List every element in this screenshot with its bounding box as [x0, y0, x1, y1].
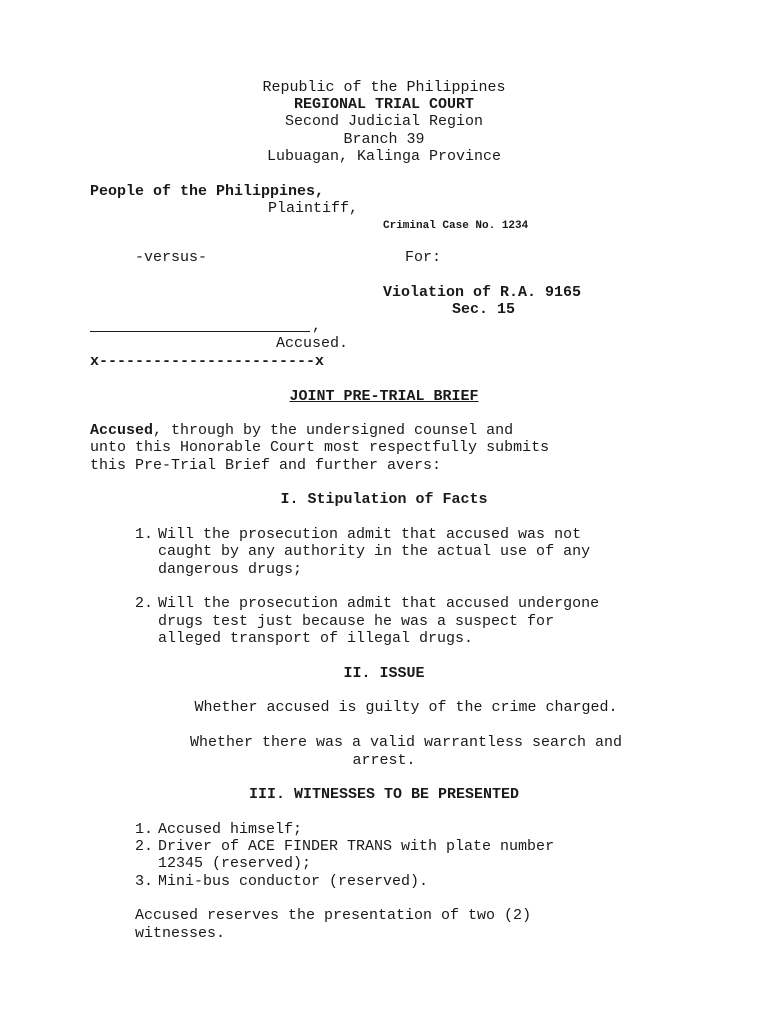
witness-2-number: 2. — [135, 838, 154, 855]
section-3-heading: III. WITNESSES TO BE PRESENTED — [248, 786, 520, 803]
case-number: Criminal Case No. 1234 — [383, 220, 529, 232]
issue-1: Whether accused is guilty of the crime charged. — [194, 699, 618, 716]
header-branch: Branch 39 — [343, 131, 425, 148]
intro-line-3: this Pre-Trial Brief and further avers: — [90, 457, 442, 474]
section-2-heading: II. ISSUE — [343, 665, 425, 682]
issue-2-line-1: Whether there was a valid warrantless search and — [189, 734, 623, 751]
document-title: JOINT PRE-TRIAL BRIEF — [289, 388, 479, 405]
caption-separator: x------------------------x — [90, 353, 325, 370]
reserve-line-1: Accused reserves the presentation of two (2) — [135, 907, 532, 924]
header-republic: Republic of the Philippines — [262, 79, 506, 96]
header-location: Lubuagan, Kalinga Province — [266, 148, 502, 165]
stipulation-1-line-2: caught by any authority in the actual use of any — [158, 543, 591, 560]
versus-label: -versus- — [135, 249, 208, 266]
accused-role: Accused. — [276, 335, 349, 352]
plaintiff-role: Plaintiff, — [268, 200, 359, 217]
violation-line-1: Violation of R.A. 9165 — [383, 284, 582, 301]
stipulation-1-number: 1. — [135, 526, 154, 543]
witness-1-text: Accused himself; — [158, 821, 303, 838]
stipulation-2-line-3: alleged transport of illegal drugs. — [158, 630, 474, 647]
intro-line-2: unto this Honorable Court most respectfully submits — [90, 439, 550, 456]
witness-2-line-1: Driver of ACE FINDER TRANS with plate number — [158, 838, 555, 855]
accused-comma: , — [312, 318, 322, 335]
header-court: REGIONAL TRIAL COURT — [293, 96, 475, 113]
violation-line-2: Sec. 15 — [452, 301, 516, 318]
intro-bold-word: Accused — [90, 422, 154, 439]
stipulation-2-line-1: Will the prosecution admit that accused undergone — [158, 595, 600, 612]
reserve-line-2: witnesses. — [135, 925, 226, 942]
header-region: Second Judicial Region — [284, 113, 484, 130]
witness-3-number: 3. — [135, 873, 154, 890]
witness-1-number: 1. — [135, 821, 154, 838]
section-1-heading: I. Stipulation of Facts — [280, 491, 488, 508]
intro-line-1 — [90, 422, 677, 439]
stipulation-1-line-3: dangerous drugs; — [158, 561, 303, 578]
for-label: For: — [405, 249, 442, 266]
stipulation-1-line-1: Will the prosecution admit that accused was not — [158, 526, 582, 543]
witness-3-text: Mini-bus conductor (reserved). — [158, 873, 429, 890]
plaintiff-name: People of the Philippines, — [90, 183, 325, 200]
stipulation-2-line-2: drugs test just because he was a suspect for — [158, 613, 555, 630]
witness-2-line-2: 12345 (reserved); — [158, 855, 312, 872]
issue-2-line-2: arrest. — [352, 752, 416, 769]
accused-name-blank — [90, 331, 310, 332]
intro-line-1-rest: , through by the undersigned counsel and — [153, 422, 514, 439]
stipulation-2-number: 2. — [135, 595, 154, 612]
